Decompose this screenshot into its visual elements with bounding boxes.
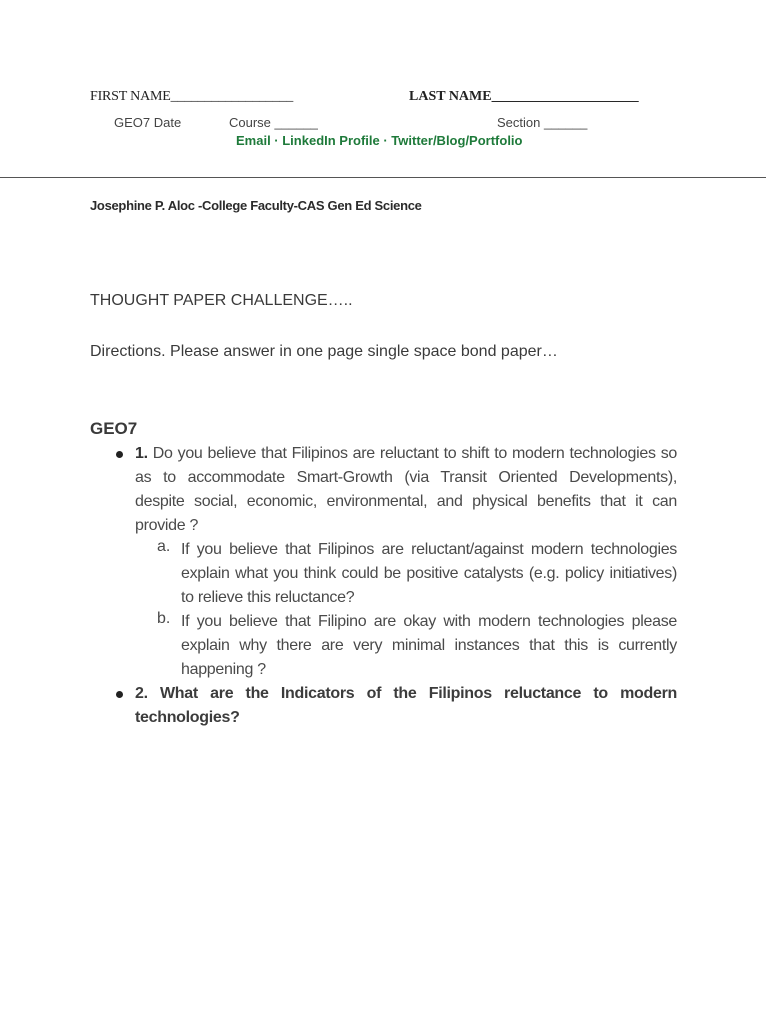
section-field-label: Section ______: [497, 115, 588, 130]
course-date-label: GEO7 Date: [114, 115, 182, 130]
last-name-field-label: LAST NAME_____________________: [409, 89, 639, 104]
question-number: 2.: [135, 685, 148, 702]
directions-text: Directions. Please answer in one page single space bond paper…: [90, 343, 558, 360]
bullet-icon: [116, 451, 123, 458]
sub-item-b: If you believe that Filipino are okay with modern technologies please explain why there are very minimal instances that this is currently happening ?: [181, 613, 677, 678]
question-number: 1.: [135, 445, 148, 462]
course-heading: GEO7: [90, 419, 138, 438]
course-field-label: Course ______: [229, 115, 318, 130]
page-title: THOUGHT PAPER CHALLENGE…..: [90, 292, 353, 309]
question-text: What are the Indicators of the Filipinos reluctance to modern technologies?: [135, 685, 677, 726]
first-name-field-label: FIRST NAME__________________: [90, 89, 293, 104]
author-line: Josephine P. Aloc -College Faculty-CAS Gen Ed Science: [90, 198, 422, 213]
header-divider: [0, 177, 766, 178]
sub-item-a: If you believe that Filipinos are reluctant/against modern technologies explain what you think could be positive catalysts (e.g. policy initiatives) to relieve this reluctance?: [181, 541, 677, 606]
bullet-icon: [116, 691, 123, 698]
question-1: [135, 442, 677, 538]
sub-item-letter: a.: [157, 538, 171, 555]
question-2: [135, 682, 677, 730]
contact-links: Email · LinkedIn Profile · Twitter/Blog/Portfolio: [236, 133, 523, 148]
question-text: Do you believe that Filipinos are reluctant to shift to modern technologies so as to accommodate Smart-Growth (via Transit Oriented Developments), despite social, economic, environmental, and physical benefits that it can provide ?: [135, 445, 677, 534]
sub-item-letter: b.: [157, 610, 171, 627]
